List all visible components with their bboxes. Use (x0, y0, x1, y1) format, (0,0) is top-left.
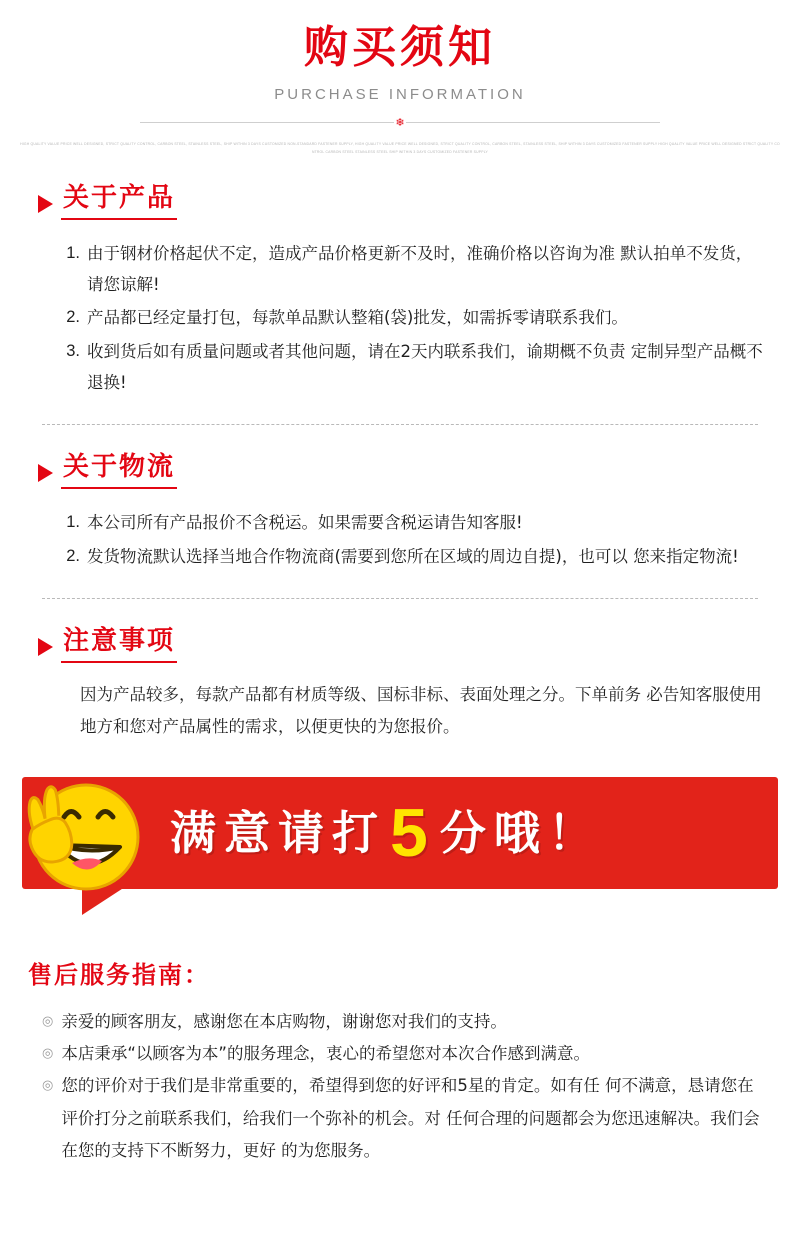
list-item (54, 541, 766, 572)
list-item (54, 336, 766, 399)
list-item-text: 本店秉承“以顾客为本”的服务理念，衷心的希望您对本次合作感到满意。 (61, 1044, 590, 1064)
flower-dot-icon: ❄ (395, 117, 405, 130)
list-item-number: 2. (66, 308, 80, 327)
smiling-face-victory-hand-icon (6, 759, 156, 909)
section-title: 关于物流 (61, 453, 177, 489)
section-title: 注意事项 (61, 627, 177, 663)
triangle-bullet-icon (38, 195, 53, 213)
section-about-product (28, 184, 772, 399)
product-notes-list (28, 238, 772, 399)
circle-dot-bullet-icon: ◎ (42, 1046, 54, 1062)
rating-banner-text (170, 795, 602, 872)
after-sale-list (28, 1006, 772, 1167)
section-divider (42, 424, 758, 425)
page-subtitle: PURCHASE INFORMATION (274, 86, 526, 104)
after-sale-title: 售后服务指南： (28, 961, 210, 990)
section-heading (28, 627, 772, 663)
page-header (0, 0, 800, 156)
circle-dot-bullet-icon: ◎ (42, 1078, 54, 1094)
rating-score: 5 (390, 795, 436, 872)
notice-paragraph: 因为产品较多，每款产品都有材质等级、国标非标、表面处理之分。下单前务 必告知客服使用地方和您对产品属性的需求，以便更快的为您报价。 (80, 684, 762, 736)
section-heading (28, 184, 772, 220)
list-item-text: 由于钢材价格起伏不定，造成产品价格更新不及时，准确价格以咨询为准 默认拍单不发货，请您谅解! (87, 243, 753, 294)
list-item-number: 2. (66, 546, 80, 565)
list-item-text: 亲爱的顾客朋友，感谢您在本店购物，谢谢您对我们的支持。 (61, 1012, 507, 1032)
header-divider (140, 117, 660, 129)
list-item (54, 238, 766, 301)
rating-text-before: 满意请打 (170, 806, 386, 861)
triangle-bullet-icon (38, 464, 53, 482)
list-item (54, 507, 766, 538)
page-title: 购买须知 (304, 22, 496, 73)
section-notice (28, 627, 772, 743)
section-divider (42, 598, 758, 599)
content-area (0, 184, 800, 743)
list-item-text: 本公司所有产品报价不含税运。如果需要含税运请告知客服! (87, 513, 523, 533)
list-item-text: 您的评价对于我们是非常重要的，希望得到您的好评和5星的肯定。如有任 何不满意，恳请您在评价打分之前联系我们，给我们一个弥补的机会。对 任何合理的问题都会为您迅速解决。我们会在您的支持下不断努力，更好 的为您服务。 (61, 1076, 760, 1160)
list-item (42, 1038, 768, 1070)
section-heading (28, 453, 772, 489)
list-item-number: 1. (66, 243, 80, 262)
circle-dot-bullet-icon: ◎ (42, 1014, 54, 1030)
rating-banner (22, 777, 778, 889)
section-about-logistics (28, 453, 772, 572)
after-sale-guide (28, 955, 772, 1167)
decorative-micro-text: HIGH QUALITY VALUE PRICE WELL DESIGNED, STRICT QUALITY CONTROL, CARBON STEEL, STAINLESS STEEL, SHIP WITHIN 3 DAYS CUSTOMIZED NON-STANDARD FASTENER SUPPLY, HIGH QUALITY VALUE PRICE WELL DESIGNED, STRICT QUALITY CONTROL, CARBON STEEL, STAINLESS STEEL, SHIP WITHIN 3 DAYS CUSTOMIZED FASTENER SUPPLY HIGH QUALITY VALUE PRICE WELL DESIGNED STRICT QUALITY CONTROL CARBON STEEL STAINLESS STEEL SHIP WITHIN 3 DAYS CUSTOMIZED FASTENER SUPPLY (20, 142, 780, 154)
list-item-text: 发货物流默认选择当地合作物流商(需要到您所在区域的周边自提)，也可以 您来指定物流! (87, 546, 739, 566)
section-title: 关于产品 (61, 184, 177, 220)
list-item-number: 1. (66, 513, 80, 532)
list-item (42, 1070, 768, 1167)
logistics-notes-list (28, 507, 772, 572)
triangle-bullet-icon (38, 638, 53, 656)
list-item (42, 1006, 768, 1038)
list-item (54, 302, 766, 333)
list-item-number: 3. (66, 341, 80, 360)
list-item-text: 产品都已经定量打包，每款单品默认整箱(袋)批发，如需拆零请联系我们。 (87, 308, 628, 328)
rating-text-after: 分哦！ (439, 806, 602, 861)
list-item-text: 收到货后如有质量问题或者其他问题，请在2天内联系我们，谕期概不负责 定制异型产品概不退换! (87, 341, 763, 392)
